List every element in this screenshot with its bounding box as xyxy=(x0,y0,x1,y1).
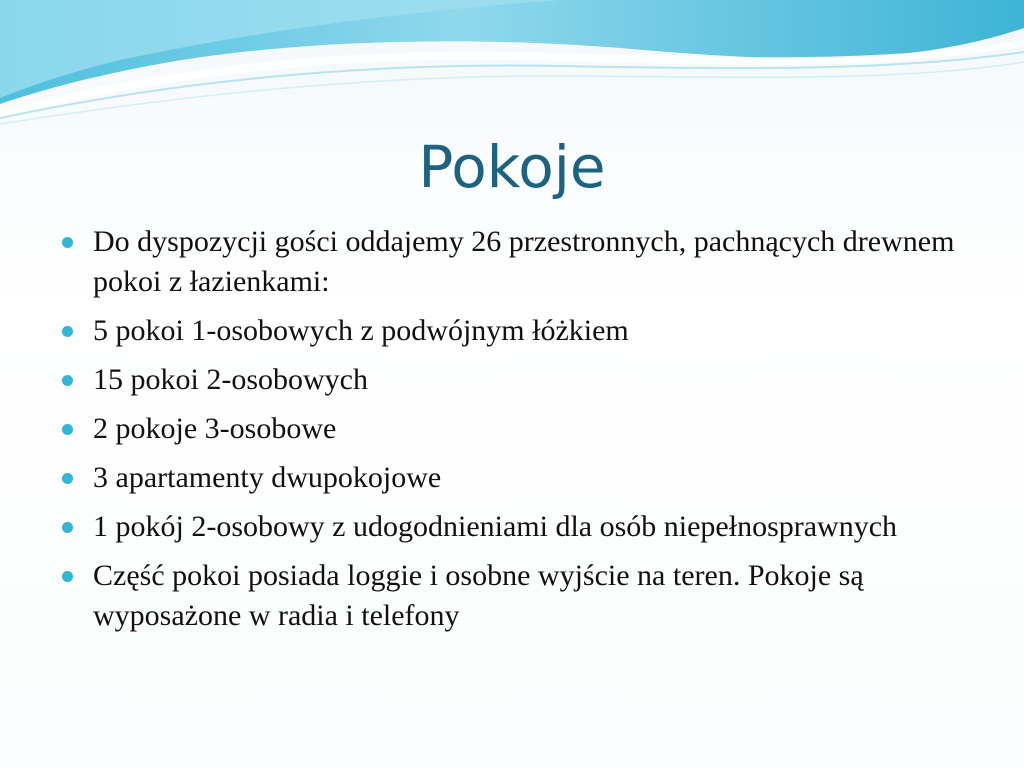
list-item xyxy=(62,507,962,547)
slide-title: Pokoje xyxy=(418,133,606,201)
list-item xyxy=(62,360,962,400)
bullet-text: 15 pokoi 2-osobowych xyxy=(93,363,368,396)
filled-circle-bullet-icon xyxy=(62,375,73,386)
bullet-text: 3 apartamenty dwupokojowe xyxy=(93,461,442,494)
wave-decoration-icon xyxy=(0,0,1024,130)
bullet-text: 1 pokój 2-osobowy z udogodnieniami dla osób niepełnosprawnych xyxy=(93,510,898,543)
list-item xyxy=(62,409,962,449)
filled-circle-bullet-icon xyxy=(62,473,73,484)
filled-circle-bullet-icon xyxy=(62,522,73,533)
filled-circle-bullet-icon xyxy=(62,424,73,435)
list-item xyxy=(62,458,962,498)
list-item xyxy=(62,556,962,636)
filled-circle-bullet-icon xyxy=(62,237,73,248)
bullet-list xyxy=(62,222,962,645)
bullet-text: 5 pokoi 1-osobowych z podwójnym łóżkiem xyxy=(93,314,629,347)
bullet-text: 2 pokoje 3-osobowe xyxy=(93,412,337,445)
list-item xyxy=(62,311,962,351)
bullet-text: Do dyspozycji gości oddajemy 26 przestronnych, pachnących drewnem pokoi z łazienkami: xyxy=(93,225,955,298)
filled-circle-bullet-icon xyxy=(62,326,73,337)
list-item xyxy=(62,222,962,302)
bullet-text: Część pokoi posiada loggie i osobne wyjście na teren. Pokoje są wyposażone w radia i telefony xyxy=(93,559,864,632)
filled-circle-bullet-icon xyxy=(62,571,73,582)
